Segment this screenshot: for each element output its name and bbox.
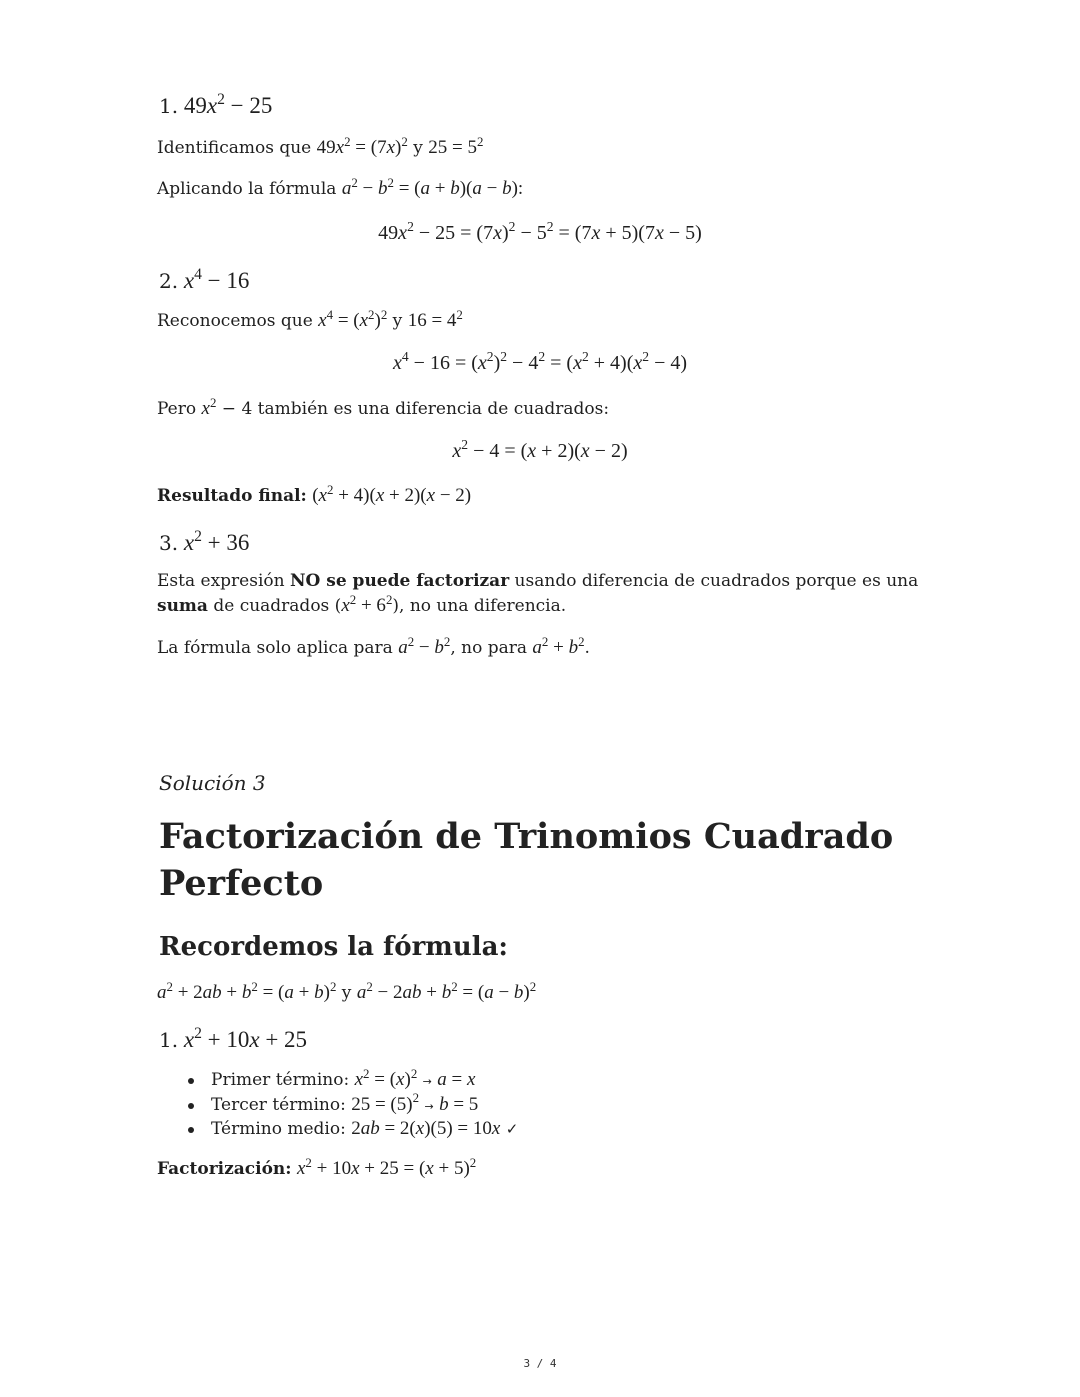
exercise-1-display-equation: $49x^2 - 25 = (7x)^2 - 5^2 = (7x + 5)(7x - 5)$	[378, 219, 702, 244]
section-subheading: Recordemos la fórmula:	[159, 932, 509, 962]
exercise-2-but: Pero $x^2 - 4$ también es una diferencia de cuadrados:	[157, 394, 610, 419]
exercise-1-identify: Identificamos que $49x^2 = (7x)^2$ y $25 = 5^2$	[157, 133, 484, 158]
exercise-2-final-result: Resultado final: $(x^2 + 4)(x + 2)(x - 2)$	[157, 481, 472, 506]
exercise-3-formula-note: La fórmula solo aplica para $a^2 - b^2$, no para $a^2 + b^2$.	[157, 633, 590, 658]
exercise-3-title: 3. $x^2 + 36$	[159, 528, 250, 555]
exercise-2-recognize: Reconocemos que $x^4 = (x^2)^2$ y $16 = 4^2$	[157, 306, 463, 331]
exercise-2-display-equation-2: $x^2 - 4 = (x + 2)(x - 2)$	[452, 437, 628, 462]
list-item: Término medio: 2ab = 2(x)(5) = 10x ✓	[157, 1117, 518, 1142]
exercise-2-display-equation-1: $x^4 - 16 = (x^2)^2 - 4^2 = (x^2 + 4)(x^2 - 4)$	[392, 349, 688, 374]
exercise-4-factorization: Factorización: $x^2 + 10x + 25 = (x + 5)^2$	[157, 1154, 477, 1179]
section-label: Solución 3	[159, 771, 266, 795]
exercise-2-title: 2. $x^4 - 16$	[159, 266, 250, 293]
list-item: Tercer término: $25 = (5)^2 \to b = 5$	[157, 1093, 518, 1118]
exercise-3-explanation-line-2: suma de cuadrados $(x^2 + 6^2)$, no una diferencia.	[157, 591, 567, 616]
exercise-1-apply: Aplicando la fórmula $a^2 - b^2 = (a + b)(a - b)$:	[157, 174, 524, 199]
list-item: Primer término: $x^2 = (x)^2 \to a = x$	[157, 1068, 518, 1093]
exercise-1-title: 1. $49x^2 - 25$	[159, 91, 273, 118]
checkmark-icon: ✓	[505, 1120, 519, 1138]
exercise-3-explanation-line-1: Esta expresión NO se puede factorizar usando diferencia de cuadrados porque es una	[157, 571, 919, 591]
arrow-icon: →	[424, 1099, 434, 1113]
exercise-4-title: 1. $x^2 + 10x + 25$	[159, 1025, 308, 1052]
section-heading: Factorización de Trinomios Cuadrado Perfecto	[159, 816, 894, 904]
perfect-square-formula: $a^2 + 2ab + b^2 = (a + b)^2$ y $a^2 - 2ab + b^2 = (a - b)^2$	[157, 978, 537, 1003]
arrow-icon: →	[422, 1075, 432, 1088]
page-number: 3 / 4	[523, 1357, 557, 1370]
exercise-4-steps-list	[157, 1065, 519, 1142]
